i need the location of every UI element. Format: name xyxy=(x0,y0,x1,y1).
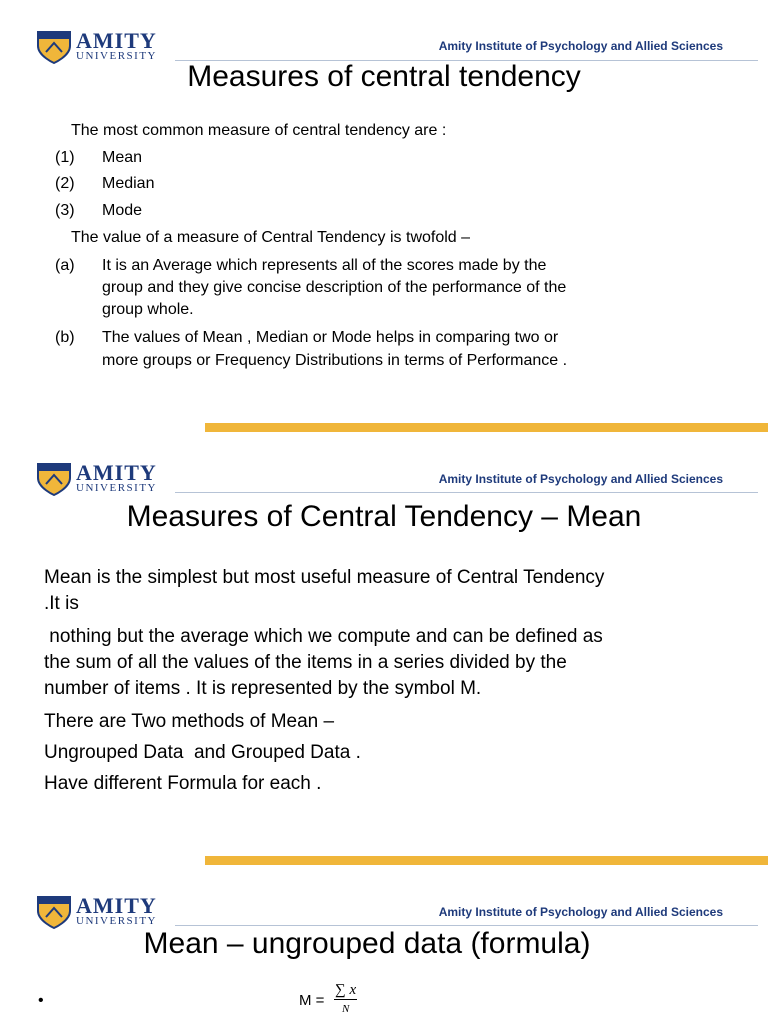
list-text: Mode xyxy=(102,202,143,219)
formula-note: Have different Formula for each . xyxy=(44,773,322,794)
list-text: Median xyxy=(102,175,155,192)
brand-name: AMITY xyxy=(76,460,157,485)
point-line: It is an Average which represents all of the scores made by the xyxy=(102,257,547,274)
institute-name: Amity Institute of Psychology and Allied Sciences xyxy=(438,905,723,919)
slide-title: Mean – ungrouped data (formula) xyxy=(143,927,591,960)
list-label: (3) xyxy=(55,202,75,219)
bullet-point: • xyxy=(38,992,44,1009)
amity-shield-icon xyxy=(36,30,72,64)
amity-logo xyxy=(36,462,176,502)
formula-denominator: N xyxy=(342,1003,350,1015)
brand-sub: UNIVERSITY xyxy=(76,482,157,494)
formula-lhs: M = xyxy=(299,992,325,1009)
slide-1 xyxy=(0,0,768,430)
mean-description xyxy=(44,624,734,702)
gold-divider xyxy=(205,423,768,432)
point-label: (b) xyxy=(55,329,75,346)
value-line: The value of a measure of Central Tendency is twofold – xyxy=(71,229,471,246)
amity-shield-icon xyxy=(36,895,72,929)
brand-sub: UNIVERSITY xyxy=(76,50,157,62)
list-text: Mean xyxy=(102,149,143,166)
header-rule xyxy=(175,925,758,926)
brand-sub: UNIVERSITY xyxy=(76,915,157,927)
point-line: group and they give concise description of the performance of the xyxy=(102,279,567,296)
formula-numerator: ∑ x xyxy=(335,982,357,998)
data-types-line: Ungrouped Data and Grouped Data . xyxy=(44,742,361,763)
amity-shield-icon xyxy=(36,462,72,496)
institute-name: Amity Institute of Psychology and Allied Sciences xyxy=(438,472,723,486)
brand-name: AMITY xyxy=(76,893,157,918)
point-line: more groups or Frequency Distributions in terms of Performance . xyxy=(102,352,568,369)
slide-title: Measures of central tendency xyxy=(187,60,581,93)
slide-title: Measures of Central Tendency – Mean xyxy=(126,500,642,533)
methods-line: There are Two methods of Mean – xyxy=(44,711,335,732)
text-line: nothing but the average which we compute and can be defined as xyxy=(44,626,603,647)
text-line: .It is xyxy=(44,593,79,614)
list-label: (2) xyxy=(55,175,75,192)
point-line: The values of Mean , Median or Mode helps in comparing two or xyxy=(102,329,559,346)
point-label: (a) xyxy=(55,257,75,274)
header-rule xyxy=(175,492,758,493)
list-label: (1) xyxy=(55,149,75,166)
text-line: the sum of all the values of the items in a series divided by the xyxy=(44,652,567,673)
institute-name: Amity Institute of Psychology and Allied Sciences xyxy=(438,39,723,53)
point-line: group whole. xyxy=(102,301,194,318)
mean-definition xyxy=(44,565,734,617)
brand-name: AMITY xyxy=(76,28,157,53)
gold-divider xyxy=(205,856,768,865)
text-line: Mean is the simplest but most useful measure of Central Tendency xyxy=(44,567,605,588)
text-line: number of items . It is represented by the symbol M. xyxy=(44,678,482,699)
slide-3 xyxy=(0,865,768,1024)
slide-2 xyxy=(0,432,768,862)
intro-text: The most common measure of central tendency are : xyxy=(71,122,447,139)
